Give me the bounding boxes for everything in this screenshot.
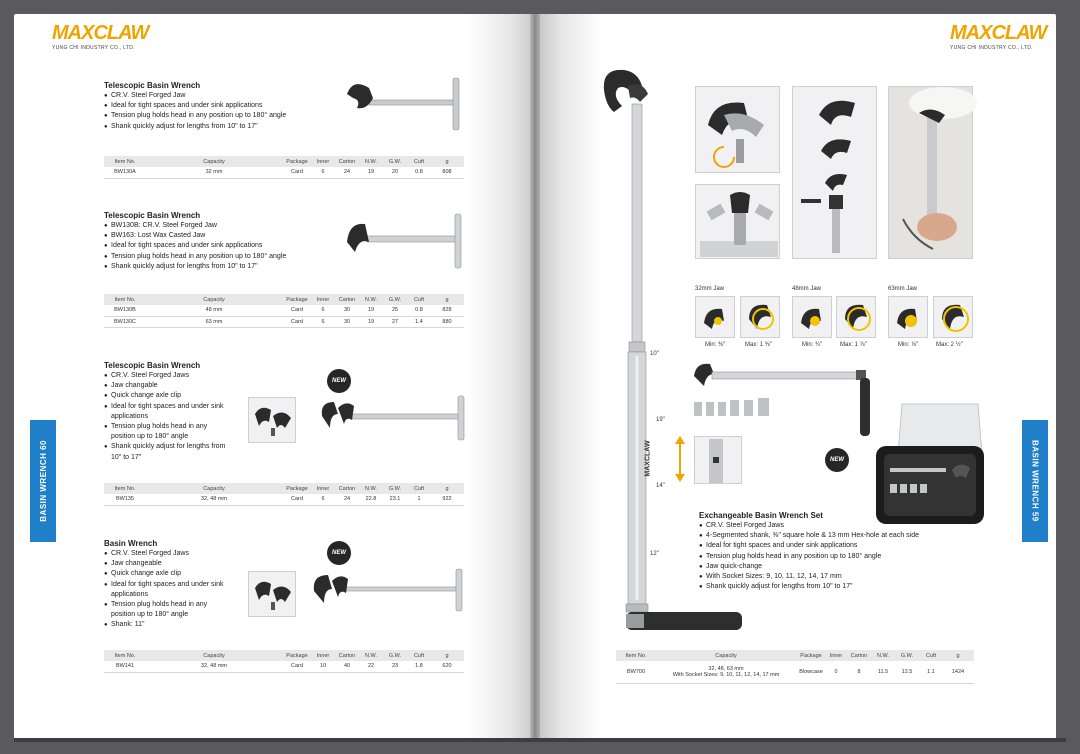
feature: ● With Socket Sizes: 9, 10, 11, 12, 14, 17 mm xyxy=(699,572,979,582)
cell: 1 xyxy=(408,494,430,505)
cell: 22.8 xyxy=(360,494,382,505)
cell: Card xyxy=(282,316,312,327)
cell: 6 xyxy=(312,305,334,316)
feature: ● Shank: 11" xyxy=(104,620,229,630)
feature: ● Ideal for tight spaces and under sink applications xyxy=(104,580,229,600)
product-3-title: Telescopic Basin Wrench xyxy=(104,361,201,370)
product-3 xyxy=(104,361,229,463)
length-mark: 19" xyxy=(656,417,665,423)
cell: 11.5 xyxy=(872,661,894,683)
jaw-max-photo xyxy=(836,296,876,338)
cell: BW130C xyxy=(104,316,146,327)
cell: 1.4 xyxy=(408,316,430,327)
th-nw: N.W. xyxy=(360,650,382,661)
cell: 12.5 xyxy=(894,661,920,683)
spec-table-4 xyxy=(104,650,464,673)
spec-header-row xyxy=(104,650,464,661)
jaw-max-label: Max: 2 ½" xyxy=(936,342,963,348)
th-carton: Carton xyxy=(334,650,360,661)
jaw-max-photo xyxy=(740,296,780,338)
logo-tagline: YUNG CHI INDUSTRY CO., LTD. xyxy=(950,45,1033,51)
product-1-title: Telescopic Basin Wrench xyxy=(104,81,201,90)
th-gw: G.W. xyxy=(382,156,408,167)
th-item: Item No. xyxy=(616,650,656,661)
cell: Card xyxy=(282,661,312,672)
th-cuft: Cuft xyxy=(408,650,430,661)
jaw-parts-photo-1 xyxy=(248,397,296,443)
jaw-max-photo xyxy=(933,296,973,338)
cell: Card xyxy=(282,305,312,316)
th-inner: Inner xyxy=(312,650,334,661)
cell: 1424 xyxy=(942,661,974,683)
jaw-min-photo xyxy=(792,296,832,338)
feature: ● CR.V. Steel Forged Jaw xyxy=(104,91,324,101)
th-item: Item No. xyxy=(104,650,146,661)
product-5-title: Exchangeable Basin Wrench Set xyxy=(699,511,823,520)
length-arrow-icon xyxy=(674,436,686,482)
cell: 880 xyxy=(430,316,464,327)
cell: 48 mm xyxy=(146,305,282,316)
cell: 0 xyxy=(826,661,846,683)
jaw-sizes-photo xyxy=(792,86,877,259)
th-carton: Carton xyxy=(334,294,360,305)
table-row xyxy=(104,661,464,672)
feature: ● Ideal for tight spaces and under sink applications xyxy=(699,541,979,551)
new-badge: NEW xyxy=(327,369,351,393)
wrench-set-image xyxy=(692,362,878,440)
cell-capacity xyxy=(656,661,796,683)
spec-table-3 xyxy=(104,483,464,506)
table-row xyxy=(616,661,974,683)
basin-wrench-image xyxy=(310,567,466,617)
cell: 8 xyxy=(846,661,872,683)
cell: BW700 xyxy=(616,661,656,683)
th-carton: Carton xyxy=(334,156,360,167)
telescopic-wrench-image-1 xyxy=(345,76,465,136)
cell: 23 xyxy=(382,661,408,672)
feature: ● Quick change axle clip xyxy=(104,569,229,579)
cell: 30 xyxy=(334,316,360,327)
feature: ● BW163: Lost Wax Casted Jaw xyxy=(104,231,324,241)
feature: ● Jaw quick-change xyxy=(699,562,979,572)
logo-left xyxy=(52,22,148,51)
jaw-min-label: Min: ⅞" xyxy=(898,342,919,348)
book-edge xyxy=(14,738,1066,742)
th-inner: Inner xyxy=(312,156,334,167)
cell: 23.1 xyxy=(382,494,408,505)
length-mark: 10" xyxy=(650,351,659,357)
product-4 xyxy=(104,539,229,631)
th-cuft: Cuft xyxy=(408,294,430,305)
th-g: g xyxy=(430,156,464,167)
book-spine xyxy=(530,14,540,740)
feature: ● Ideal for tight spaces and under sink applications xyxy=(104,402,229,422)
th-package: Package xyxy=(282,294,312,305)
shaft-brand-label: MAXCLAW xyxy=(644,440,652,477)
th-nw: N.W. xyxy=(360,156,382,167)
jaw-label: 32mm Jaw xyxy=(695,286,725,292)
spec-table-2 xyxy=(104,294,464,328)
feature: ● BW130B: CR.V. Steel Forged Jaw xyxy=(104,221,324,231)
th-cuft: Cuft xyxy=(408,483,430,494)
th-nw: N.W. xyxy=(872,650,894,661)
th-capacity: Capacity xyxy=(146,650,282,661)
length-mark: 12" xyxy=(650,551,659,557)
spec-header-row xyxy=(104,483,464,494)
cell: 6 xyxy=(312,494,334,505)
jaw-min-photo xyxy=(888,296,928,338)
jaw-min-label: Min: ⅜" xyxy=(705,342,726,348)
jaw-min-photo xyxy=(695,296,735,338)
feature: ● Tension plug holds head in any position up to 180° angle xyxy=(104,252,324,262)
blowcase-set-image xyxy=(870,398,988,528)
jaw-parts-photo-2 xyxy=(248,571,296,617)
th-inner: Inner xyxy=(826,650,846,661)
jaw-max-label: Max: 1 ⅜" xyxy=(745,342,772,348)
th-cuft: Cuft xyxy=(408,156,430,167)
th-nw: N.W. xyxy=(360,294,382,305)
spec-table-1 xyxy=(104,156,464,179)
cell: 20 xyxy=(382,167,408,178)
jaw-angle-photo xyxy=(695,184,780,259)
th-g: g xyxy=(942,650,974,661)
cell: 808 xyxy=(430,167,464,178)
th-gw: G.W. xyxy=(894,650,920,661)
cell: 1.8 xyxy=(408,661,430,672)
product-2 xyxy=(104,211,324,272)
cell: 0.8 xyxy=(408,167,430,178)
cell: Blowcase xyxy=(796,661,826,683)
spec-header-row xyxy=(616,650,974,661)
th-capacity: Capacity xyxy=(146,483,282,494)
jaw-min-label: Min: ¾" xyxy=(802,342,823,348)
jaw-label: 48mm Jaw xyxy=(792,286,822,292)
cell: 32, 48 mm xyxy=(146,494,282,505)
cell: 24 xyxy=(334,494,360,505)
feature: ● Jaw changable xyxy=(104,381,229,391)
cell: 6 xyxy=(312,316,334,327)
cell: 620 xyxy=(430,661,464,672)
th-inner: Inner xyxy=(312,483,334,494)
th-inner: Inner xyxy=(312,294,334,305)
th-carton: Carton xyxy=(334,483,360,494)
feature: ● Tension plug holds head in any position up to 180° angle xyxy=(104,600,229,620)
cell: BW130B xyxy=(104,305,146,316)
th-capacity: Capacity xyxy=(146,294,282,305)
th-package: Package xyxy=(282,156,312,167)
cell: 19 xyxy=(360,305,382,316)
cell: 32, 48 mm xyxy=(146,661,282,672)
cell: 0.8 xyxy=(408,305,430,316)
cell: 19 xyxy=(360,167,382,178)
th-item: Item No. xyxy=(104,483,146,494)
cell: 25 xyxy=(382,305,408,316)
th-nw: N.W. xyxy=(360,483,382,494)
jaw-label: 63mm Jaw xyxy=(888,286,918,292)
product-4-title: Basin Wrench xyxy=(104,539,158,548)
capacity-line: With Socket Sizes: 9, 10, 11, 12, 14, 17 mm xyxy=(672,671,780,678)
cell: 10 xyxy=(312,661,334,672)
table-row xyxy=(104,316,464,327)
feature: ● Shank quickly adjust for lengths from 10" to 17" xyxy=(699,582,979,592)
new-badge: NEW xyxy=(327,541,351,565)
feature: ● Quick change axle clip xyxy=(104,391,229,401)
th-package: Package xyxy=(282,483,312,494)
length-mark: 14" xyxy=(656,483,665,489)
new-badge: NEW xyxy=(825,448,849,472)
feature: ● Ideal for tight spaces and under sink applications xyxy=(104,241,324,251)
cell: 922 xyxy=(430,494,464,505)
th-cuft: Cuft xyxy=(920,650,942,661)
th-g: g xyxy=(430,483,464,494)
th-package: Package xyxy=(282,650,312,661)
feature: ● Shank quickly adjust for lengths from 10" to 17" xyxy=(104,122,324,132)
jaw-max-label: Max: 1 ⅞" xyxy=(840,342,867,348)
product-5 xyxy=(699,511,979,592)
cell: 1.1 xyxy=(920,661,942,683)
th-capacity: Capacity xyxy=(656,650,796,661)
cell: 6 xyxy=(312,167,334,178)
table-row xyxy=(104,494,464,505)
telescopic-wrench-image-2 xyxy=(345,212,465,272)
cell: BW135 xyxy=(104,494,146,505)
cell: 22 xyxy=(360,661,382,672)
product-2-title: Telescopic Basin Wrench xyxy=(104,211,201,220)
th-g: g xyxy=(430,294,464,305)
cell: 27 xyxy=(382,316,408,327)
feature: ● CR.V. Steel Forged Jaws xyxy=(104,549,229,559)
th-gw: G.W. xyxy=(382,294,408,305)
cell: Card xyxy=(282,167,312,178)
spec-table-5 xyxy=(616,650,974,684)
feature: ● Tension plug holds head in any position up to 180° angle xyxy=(104,111,324,121)
product-1 xyxy=(104,81,324,132)
feature: ● Ideal for tight spaces and under sink applications xyxy=(104,101,324,111)
table-row xyxy=(104,167,464,178)
cell: Card xyxy=(282,494,312,505)
feature: ● Jaw changeable xyxy=(104,559,229,569)
sink-usage-photo xyxy=(888,86,973,259)
cell: BW141 xyxy=(104,661,146,672)
cell: 828 xyxy=(430,305,464,316)
th-g: g xyxy=(430,650,464,661)
jaw-rotate-photo xyxy=(695,86,780,173)
spec-header-row xyxy=(104,156,464,167)
th-item: Item No. xyxy=(104,156,146,167)
th-gw: G.W. xyxy=(382,483,408,494)
feature: ● Tension plug holds head in any position up to 180° angle xyxy=(104,422,229,442)
table-row xyxy=(104,305,464,316)
cell: 40 xyxy=(334,661,360,672)
cell: 63 mm xyxy=(146,316,282,327)
th-capacity: Capacity xyxy=(146,156,282,167)
logo-text: MAXCLAW xyxy=(52,22,149,44)
feature: ● CR.V. Steel Forged Jaws xyxy=(699,521,979,531)
telescopic-wrench-image-3 xyxy=(318,394,468,444)
capacity-line: 32, 48, 63 mm xyxy=(708,665,744,672)
th-package: Package xyxy=(796,650,826,661)
side-tab-left-label: BASIN WRENCH 60 xyxy=(38,440,48,522)
th-carton: Carton xyxy=(846,650,872,661)
logo-right xyxy=(950,22,1046,51)
feature: ● 4-Segmented shank, ⅜" square hole & 13 mm Hex-hole at each side xyxy=(699,531,979,541)
shank-hole-photo xyxy=(694,436,742,484)
logo-text: MAXCLAW xyxy=(950,22,1047,44)
cell: 24 xyxy=(334,167,360,178)
cell: 19 xyxy=(360,316,382,327)
feature: ● CR.V. Steel Forged Jaws xyxy=(104,371,229,381)
th-gw: G.W. xyxy=(382,650,408,661)
side-tab-left xyxy=(30,420,56,542)
cell: 32 mm xyxy=(146,167,282,178)
cell: BW130A xyxy=(104,167,146,178)
feature: ● Shank quickly adjust for lengths from 10" to 17" xyxy=(104,262,324,272)
side-tab-right xyxy=(1022,420,1048,542)
cell: 30 xyxy=(334,305,360,316)
side-tab-right-label: BASIN WRENCH 59 xyxy=(1030,440,1040,522)
feature: ● Tension plug holds head in any position up to 180° angle xyxy=(699,552,979,562)
logo-tagline: YUNG CHI INDUSTRY CO., LTD. xyxy=(52,45,135,51)
feature: ● Shank quickly adjust for lengths from 10" to 17" xyxy=(104,442,229,462)
th-item: Item No. xyxy=(104,294,146,305)
spec-header-row xyxy=(104,294,464,305)
